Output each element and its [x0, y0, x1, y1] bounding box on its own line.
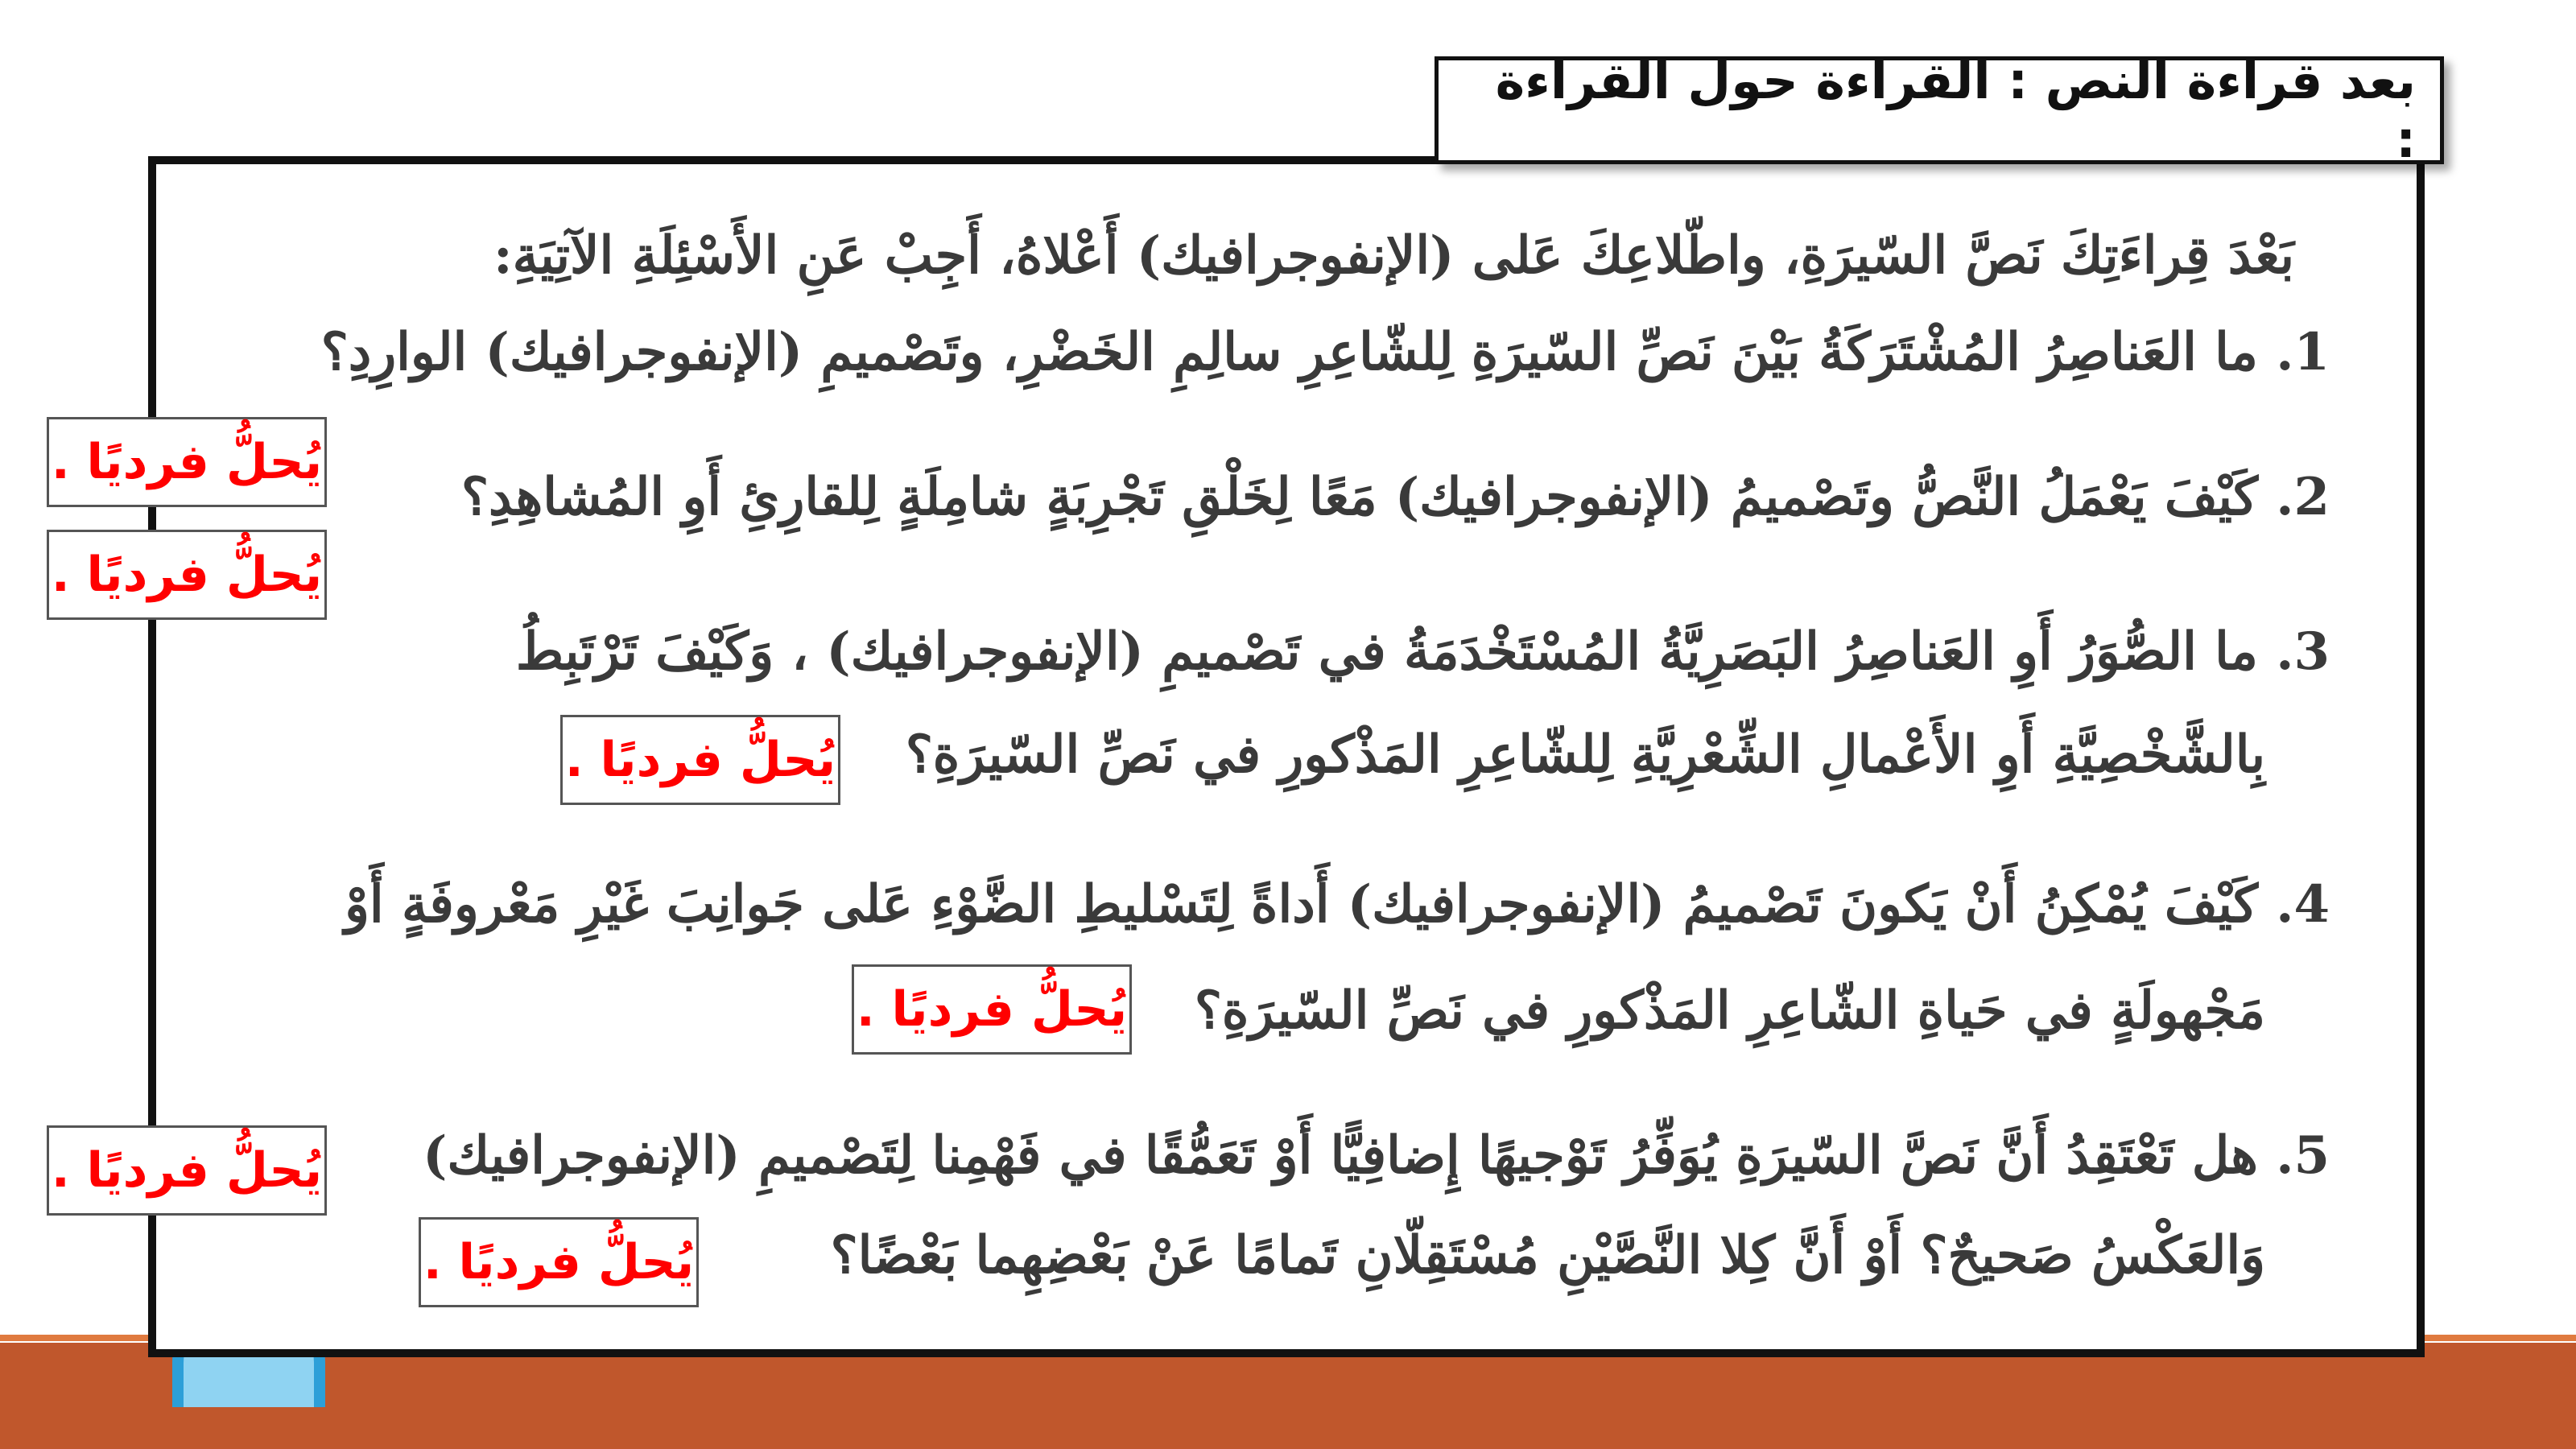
question-5-line-1: 5. هل تَعْتَقِدُ أَنَّ نَصَّ السّيرَةِ يُوَفِّرُ تَوْجيهًا إِضافِيًّا أَوْ تَعَمُّقًا في فَهْمِنا لِتَصْميمِ (الإنفوجرافيك): [423, 1125, 2330, 1186]
question-2-line-1: 2. كَيْفَ يَعْمَلُ النَّصُّ وتَصْميمُ (الإنفوجرافيك) مَعًا لِخَلْقِ تَجْرِبَةٍ شامِلَةٍ لِلقارِئِ أَوِ المُشاهِدِ؟: [460, 467, 2330, 527]
answer-text: يُحلُّ فرديًا .: [51, 547, 323, 603]
answer-text: يُحلُّ فرديًا .: [51, 434, 323, 490]
answer-text: يُحلُّ فرديًا .: [51, 1142, 323, 1199]
question-3-line-2: بِالشَّخْصِيَّةِ أَوِ الأَعْمالِ الشِّعْرِيَّةِ لِلشّاعِرِ المَذْكورِ في نَصِّ السّيرَةِ؟: [905, 724, 2265, 785]
intro-text: بَعْدَ قِراءَتِكَ نَصَّ السّيرَةِ، واطّلاعِكَ عَلى (الإنفوجرافيك) أَعْلاهُ، أَجِبْ عَنِ الأَسْئِلَةِ الآتِيَةِ:: [493, 225, 2294, 286]
answer-box-q3[interactable]: [560, 715, 840, 805]
question-5-line-2: وَالعَكْسُ صَحيحٌ؟ أَوْ أَنَّ كِلا النَّصَّيْنِ مُسْتَقِلّانِ تَمامًا عَنْ بَعْضِهِما بَعْضًا؟: [830, 1225, 2265, 1286]
header-title: بعد قراءة النص : القراءة حول القراءة :: [1495, 52, 2416, 169]
question-1-line-1: 1. ما العَناصِرُ المُشْتَرَكَةُ بَيْنَ نَصِّ السّيرَةِ لِلشّاعِرِ سالِمِ الخَضْرِ، وتَصْميمِ (الإنفوجرافيك) الوارِدِ؟: [320, 322, 2330, 382]
answer-text: يُحلُّ فرديًا .: [564, 732, 836, 788]
answer-box-q5a[interactable]: [47, 1125, 327, 1216]
question-4-line-2: مَجْهولَةٍ في حَياةِ الشّاعِرِ المَذْكورِ في نَصِّ السّيرَةِ؟: [1194, 980, 2265, 1041]
question-3-line-1: 3. ما الصُّوَرُ أَوِ العَناصِرُ البَصَرِيَّةُ المُسْتَخْدَمَةُ في تَصْميمِ (الإنفوجرافيك) ، وَكَيْفَ تَرْتَبِطُ: [515, 621, 2330, 682]
answer-box-q4[interactable]: [852, 964, 1132, 1055]
header-box: [1435, 52, 2444, 169]
answer-text: يُحلُّ فرديًا .: [423, 1234, 695, 1290]
answer-box-q5b[interactable]: [419, 1217, 699, 1307]
footer-bar: [0, 1343, 2576, 1449]
answer-text: يُحلُّ فرديًا .: [856, 981, 1128, 1038]
answer-box-q2[interactable]: [47, 530, 327, 620]
question-4-line-1: 4. كَيْفَ يُمْكِنُ أَنْ يَكونَ تَصْميمُ (الإنفوجرافيك) أَداةً لِتَسْليطِ الضَّوْءِ عَلى جَوانِبَ غَيْرِ مَعْروفَةٍ أَوْ: [345, 874, 2330, 935]
answer-box-q1[interactable]: [47, 417, 327, 507]
